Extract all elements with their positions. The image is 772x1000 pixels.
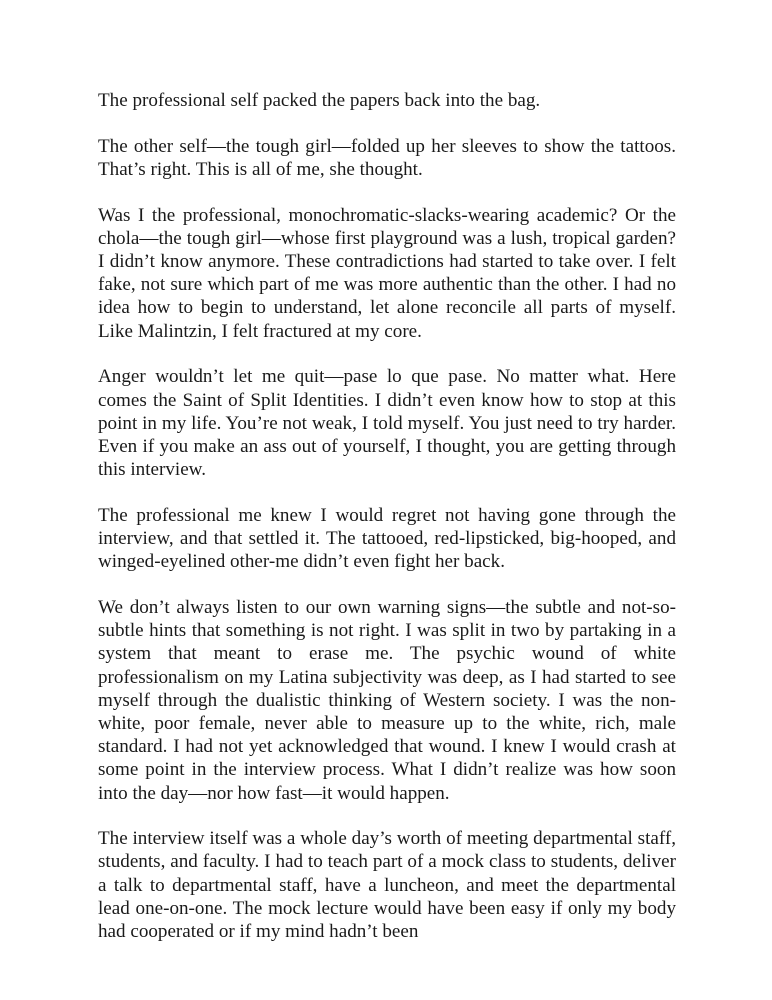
paragraph: Was I the professional, monochromatic-slacks-wearing academic? Or the chola—the tough girl—whose first playground was a lush, tropical garden? I didn’t know anymore. These contradictions had started to take over. I felt fake, not sure which part of me was more authentic than the other. I had no idea how to begin to understand, let alone reconcile all parts of myself. Like Malintzin, I felt fractured at my core.: [98, 204, 676, 342]
paragraph: We don’t always listen to our own warning signs—the subtle and not-so-subtle hints that something is not right. I was split in two by partaking in a system that meant to erase me. The psychic wound of white professionalism on my Latina subjectivity was deep, as I had started to see myself through the dualistic thinking of Western society. I was the non-white, poor female, never able to measure up to the white, rich, male standard. I had not yet acknowledged that wound. I knew I would crash at some point in the interview process. What I didn’t realize was how soon into the day—nor how fast—it would happen.: [98, 596, 676, 804]
paragraph: Anger wouldn’t let me quit—pase lo que pase. No matter what. Here comes the Saint of Split Identities. I didn’t even know how to stop at this point in my life. You’re not weak, I told myself. You just need to try harder. Even if you make an ass out of yourself, I thought, you are getting through this interview.: [98, 366, 676, 481]
paragraph: The professional self packed the papers back into the bag.: [98, 90, 541, 111]
paragraph: The interview itself was a whole day’s worth of meeting departmental staff, students, and faculty. I had to teach part of a mock class to students, deliver a talk to departmental staff, have a luncheon, and meet the departmental lead one-on-one. The mock lecture would have been easy if only my body had cooperated or if my mind hadn’t been: [98, 828, 676, 943]
page-body: [98, 89, 676, 966]
paragraph: The other self—the tough girl—folded up her sleeves to show the tattoos. That’s right. This is all of me, she thought.: [98, 135, 676, 180]
paragraph: The professional me knew I would regret not having gone through the interview, and that settled it. The tattooed, red-lipsticked, big-hooped, and winged-eyelined other-me didn’t even fight her back.: [98, 504, 676, 573]
